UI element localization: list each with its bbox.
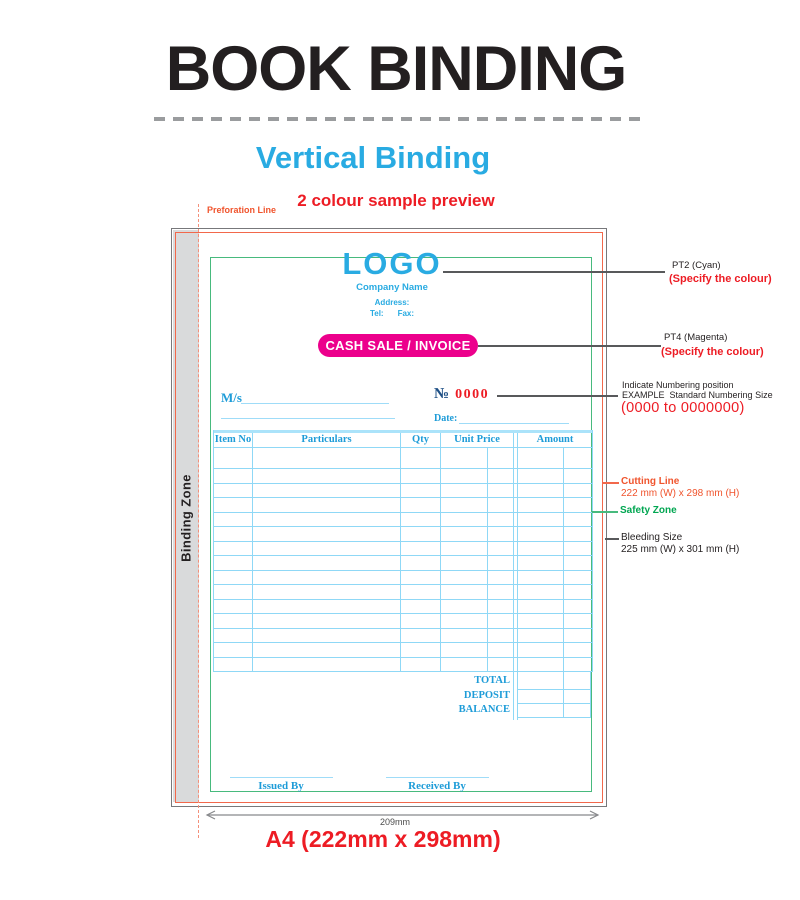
table-cell <box>214 448 253 468</box>
issued-by-line <box>230 777 333 778</box>
table-row <box>214 629 592 644</box>
table-cell <box>441 484 488 498</box>
table-cell <box>488 498 514 512</box>
table-cell <box>401 542 441 556</box>
numero-value: 0000 <box>455 387 490 402</box>
table-row <box>214 658 592 673</box>
table-header-row <box>214 430 592 448</box>
table-cell <box>401 498 441 512</box>
table-cell <box>441 469 488 483</box>
table-cell <box>518 571 564 585</box>
table-cell <box>253 556 401 570</box>
table-cell <box>518 527 564 541</box>
table-cell <box>401 585 441 599</box>
table-cell <box>401 571 441 585</box>
table-cell <box>518 469 564 483</box>
table-cell <box>401 629 441 643</box>
table-cell <box>253 484 401 498</box>
summary-line <box>590 672 591 717</box>
table-cell <box>518 585 564 599</box>
table-cell <box>441 658 488 672</box>
table-cell <box>441 600 488 614</box>
table-cell <box>214 469 253 483</box>
table-row <box>214 556 592 571</box>
tel-label: Tel: <box>369 309 384 318</box>
table-cell <box>253 542 401 556</box>
table-row <box>214 448 592 469</box>
table-cell <box>488 556 514 570</box>
table-cell <box>518 600 564 614</box>
table-cell <box>488 542 514 556</box>
table-cell <box>518 542 564 556</box>
summary-line <box>563 672 564 717</box>
table-cell <box>401 614 441 628</box>
summary-line <box>517 672 518 720</box>
table-cell <box>253 585 401 599</box>
table-cell <box>401 448 441 468</box>
pt4-note: (Specify the colour) <box>661 346 764 358</box>
table-cell <box>214 585 253 599</box>
table-cell <box>488 614 514 628</box>
table-cell <box>253 600 401 614</box>
table-cell <box>401 527 441 541</box>
dashed-divider <box>154 117 640 121</box>
table-header-cell: Unit Price <box>441 433 514 447</box>
table-cell <box>214 658 253 672</box>
table-cell <box>214 513 253 527</box>
safety-zone-label: Safety Zone <box>620 505 677 516</box>
table-cell <box>214 527 253 541</box>
table-cell <box>441 571 488 585</box>
table-row <box>214 484 592 499</box>
table-cell <box>253 498 401 512</box>
items-table <box>213 430 593 672</box>
table-cell <box>518 614 564 628</box>
table-cell <box>401 556 441 570</box>
table-cell <box>214 571 253 585</box>
table-cell <box>488 527 514 541</box>
fax-label: Fax: <box>397 309 415 318</box>
table-cell <box>564 542 592 556</box>
table-row <box>214 513 592 528</box>
table-row <box>214 527 592 542</box>
ms-underline-2 <box>221 418 395 419</box>
table-cell <box>441 513 488 527</box>
table-cell <box>253 513 401 527</box>
cutting-leader-line <box>603 482 619 484</box>
table-cell <box>564 469 592 483</box>
table-cell <box>488 600 514 614</box>
pt2-label: PT2 (Cyan) <box>672 260 721 271</box>
table-cell <box>441 614 488 628</box>
table-cell <box>488 585 514 599</box>
table-cell <box>401 658 441 672</box>
table-cell <box>564 600 592 614</box>
table-header-cell: Item No <box>214 434 252 445</box>
pt4-leader-line <box>478 345 661 347</box>
deposit-label: DEPOSIT <box>463 690 510 701</box>
table-row <box>214 585 592 600</box>
table-row <box>214 600 592 615</box>
paper-width-label: 209mm <box>379 817 410 827</box>
received-by-label: Received By <box>408 780 466 792</box>
pt2-leader-line <box>443 271 665 273</box>
company-name: Company Name <box>356 282 428 293</box>
preview-note: 2 colour sample preview <box>297 191 495 210</box>
table-cell <box>253 658 401 672</box>
table-cell <box>441 527 488 541</box>
table-cell <box>441 542 488 556</box>
bleeding-size-label: Bleeding Size <box>621 532 683 543</box>
table-cell <box>488 448 514 468</box>
safety-leader-line <box>592 511 618 513</box>
balance-label: BALANCE <box>458 704 510 715</box>
table-cell <box>564 614 592 628</box>
summary-line <box>517 703 591 704</box>
cutting-size-label: 222 mm (W) x 298 mm (H) <box>621 488 740 499</box>
ms-label: M/s <box>221 390 242 405</box>
table-row <box>214 643 592 658</box>
bleeding-size-value: 225 mm (W) x 301 mm (H) <box>621 544 740 555</box>
table-cell <box>441 643 488 657</box>
table-cell <box>488 571 514 585</box>
preforation-line-label: Preforation Line <box>207 205 277 215</box>
table-row <box>214 614 592 629</box>
table-cell <box>518 658 564 672</box>
table-cell <box>564 484 592 498</box>
table-cell <box>214 556 253 570</box>
pt2-note: (Specify the colour) <box>669 273 772 285</box>
table-cell <box>253 527 401 541</box>
date-underline <box>459 423 569 424</box>
table-cell <box>564 498 592 512</box>
binding-zone-label: Binding Zone <box>178 474 194 562</box>
table-cell <box>253 629 401 643</box>
numero-symbol: № <box>434 386 450 402</box>
table-cell <box>401 484 441 498</box>
table-cell <box>564 658 592 672</box>
table-cell <box>214 614 253 628</box>
table-cell <box>564 556 592 570</box>
table-cell <box>488 484 514 498</box>
table-cell <box>214 643 253 657</box>
table-cell <box>518 629 564 643</box>
numbering-note-line1: Indicate Numbering position <box>622 380 734 390</box>
table-cell <box>253 614 401 628</box>
table-cell <box>253 469 401 483</box>
numbering-note-line3: (0000 to 0000000) <box>621 400 745 416</box>
cutting-line-label: Cutting Line <box>621 476 680 487</box>
summary-line <box>517 689 591 690</box>
table-cell <box>518 448 564 468</box>
numero-field <box>434 386 489 403</box>
table-cell <box>488 658 514 672</box>
table-cell <box>564 571 592 585</box>
table-cell <box>214 629 253 643</box>
table-body <box>214 448 592 672</box>
table-cell <box>488 469 514 483</box>
invoice-logo-block <box>0 248 784 318</box>
table-cell <box>488 513 514 527</box>
table-cell <box>401 469 441 483</box>
table-row <box>214 469 592 484</box>
table-cell <box>564 513 592 527</box>
table-header-cell: Amount <box>536 434 574 445</box>
table-cell <box>518 513 564 527</box>
table-cell <box>488 643 514 657</box>
table-cell <box>401 600 441 614</box>
table-header-cell: Particulars <box>253 433 401 447</box>
summary-line <box>517 717 591 718</box>
table-cell <box>518 643 564 657</box>
ms-underline <box>241 403 389 404</box>
numbering-note-line2: EXAMPLE Standard Numbering Size <box>622 390 773 400</box>
paper-size-label: A4 (222mm x 298mm) <box>265 826 501 852</box>
summary-line <box>513 672 514 720</box>
table-cell <box>214 498 253 512</box>
table-cell <box>564 585 592 599</box>
table-row <box>214 542 592 557</box>
numbering-leader-line <box>497 395 618 397</box>
doc-title-pill: CASH SALE / INVOICE <box>318 334 478 357</box>
table-cell <box>401 643 441 657</box>
table-header-cell: Qty <box>401 433 441 447</box>
table-cell <box>488 629 514 643</box>
address-label: Address: <box>374 298 410 307</box>
table-cell <box>253 643 401 657</box>
bleeding-leader-line <box>605 538 619 540</box>
table-cell <box>518 484 564 498</box>
table-cell <box>441 448 488 468</box>
issued-by-label: Issued By <box>258 780 304 792</box>
table-cell <box>518 498 564 512</box>
table-cell <box>441 556 488 570</box>
table-row <box>214 498 592 513</box>
table-cell <box>564 527 592 541</box>
table-cell <box>441 498 488 512</box>
pt4-label: PT4 (Magenta) <box>664 332 728 343</box>
total-label: TOTAL <box>474 675 510 686</box>
date-label: Date: <box>434 413 458 424</box>
table-cell <box>441 629 488 643</box>
page-title: BOOK BINDING <box>165 34 627 104</box>
table-cell <box>253 571 401 585</box>
table-cell <box>253 448 401 468</box>
table-cell <box>564 629 592 643</box>
table-cell <box>401 513 441 527</box>
table-cell <box>564 448 592 468</box>
table-cell <box>518 556 564 570</box>
table-cell <box>214 542 253 556</box>
table-cell <box>564 643 592 657</box>
table-cell <box>441 585 488 599</box>
table-cell <box>214 600 253 614</box>
binding-subtitle: Vertical Binding <box>255 140 491 175</box>
received-by-line <box>386 777 489 778</box>
logo-text: LOGO <box>342 246 442 281</box>
table-cell <box>214 484 253 498</box>
table-row <box>214 571 592 586</box>
